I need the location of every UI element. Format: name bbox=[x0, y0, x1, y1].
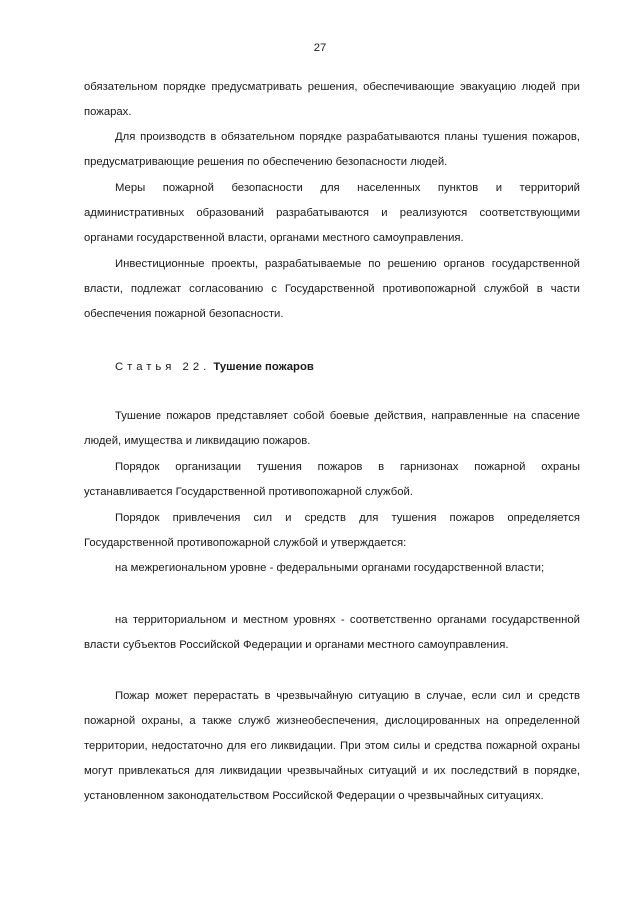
paragraph-fire-plans: Для производств в обязательном порядке разрабатываются планы тушения пожаров, предусматривающие решения по обеспечению безопасности людей. bbox=[84, 131, 580, 168]
article-number: Статья 22. bbox=[115, 361, 211, 373]
paragraph-garrison-procedure: Порядок организации тушения пожаров в гарнизонах пожарной охраны устанавливается Государственной противопожарной службой. bbox=[84, 461, 580, 498]
paragraph-evacuation: обязательном порядке предусматривать решения, обеспечивающие эвакуацию людей при пожарах. bbox=[84, 81, 580, 118]
article-heading bbox=[115, 355, 314, 380]
paragraph-emergency-escalation: Пожар может перерастать в чрезвычайную ситуацию в случае, если сил и средств пожарной охраны, а также служб жизнеобеспечения, дислоцированных на определенной территории, недостаточно для его ликвидации. При этом силы и средства пожарной охраны могут привлекаться для ликвидации чрезвычайных ситуаций и их последствий в порядке, установленном законодательством Российской Федерации о чрезвычайных ситуациях. bbox=[84, 690, 580, 802]
page-number: 27 bbox=[313, 42, 327, 54]
paragraph-firefighting-definition: Тушение пожаров представляет собой боевые действия, направленные на спасение людей, имущества и ликвидацию пожаров. bbox=[84, 410, 580, 447]
paragraph-interregional-level: на межрегиональном уровне - федеральными органами государственной власти; bbox=[115, 562, 545, 574]
paragraph-investment-projects: Инвестиционные проекты, разрабатываемые по решению органов государственной власти, подлежат согласованию с Государственной противопожарной службой в части обеспечения пожарной безопасности. bbox=[84, 258, 580, 320]
paragraph-safety-measures: Меры пожарной безопасности для населенных пунктов и территорий административных образований разрабатываются и реализуются соответствующими органами государственной власти, органами местного самоуправления. bbox=[84, 182, 580, 244]
paragraph-forces-procedure: Порядок привлечения сил и средств для тушения пожаров определяется Государственной противопожарной службой и утверждается: bbox=[84, 512, 580, 549]
paragraph-territorial-level: на территориальном и местном уровнях - соответственно органами государственной власти субъектов Российской Федерации и органами местного самоуправления. bbox=[84, 614, 580, 651]
article-title: Тушение пожаров bbox=[213, 361, 314, 373]
